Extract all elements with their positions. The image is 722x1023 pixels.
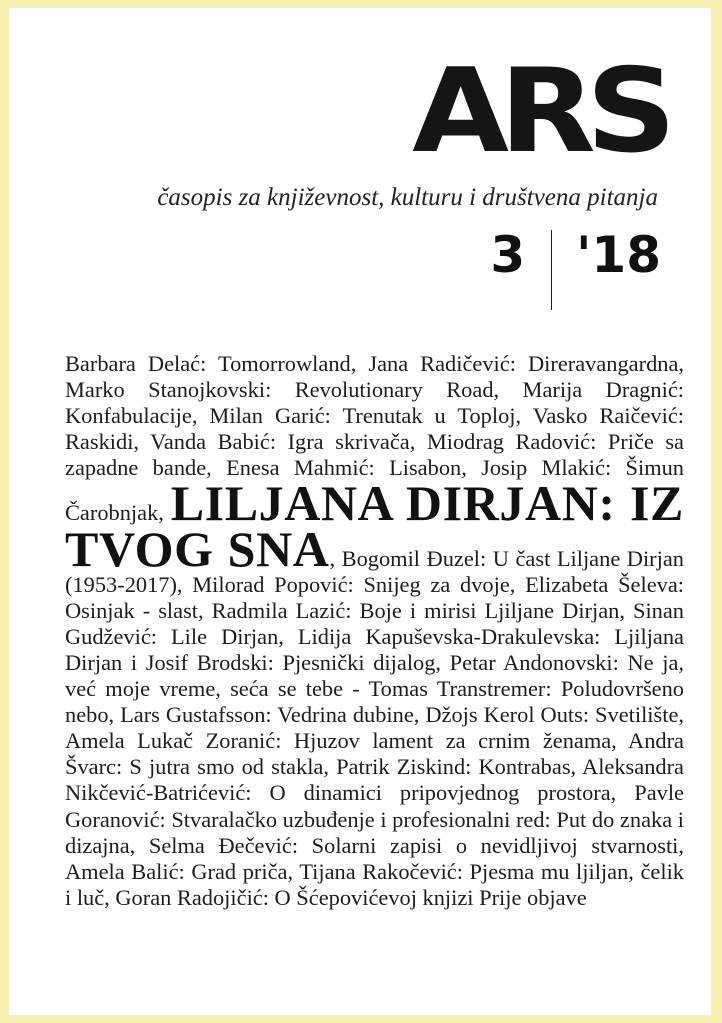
contents-lead: Barbara Delać: Tomorrowland, Jana Radičević: Direravangardna, Marko Stanojkovski: Revolutionary Road, Marija Dragnić: Konfabulacije, Milan Garić: Trenutak u Toploj, Vasko Raičević: Raskidi, Vanda Babić: Igra skrivača, Miodrag Radović: Priče sa zapadne bande, Enesa Mahmić: Lisabon, Josip Mlakić: Šimun Čarobnjak, xyxy=(65,351,684,526)
contents-rest: , Bogomil Đuzel: U čast Liljane Dirjan (1953-2017), Milorad Popović: Snijeg za dvoje, Elizabeta Šeleva: Osinjak - slast, Radmila Lazić: Boje i mirisi Ljiljane Dirjan, Sinan Gudžević: Lile Dirjan, Lidija Kapuševska-Drakulevska: Ljiljana Dirjan i Josif Brodski: Pjesnički dijalog, Petar Andonovski: Ne ja, već moje vreme, seća se tebe - Tomas Transtremer: Poludovršeno nebo, Lars Gustafsson: Vedrina dubine, Džojs Kerol Outs: Svetilište, Amela Lukač Zoranić: Hjuzov lament za crnim ženama, Andra Švarc: S jutra smo od stakla, Patrik Ziskind: Kontrabas, Aleksandra Nikčević-Batrićević: O dinamici pripovjednog prostora, Pavle Goranović: Stvaralačko uzbuđenje i profesionalni red: Put do znaka i dizajna, Selma Đečević: Solarni zapisi o nevidljivoj stvarnosti, Amela Balić: Grad priča, Tijana Rakočević: Pjesma mu ljiljan, čelik i luč, Goran Radojičić: O Šćepovićevoj knjizi Prije objave xyxy=(65,545,684,910)
featured-headline: LILJANA DIRJAN: IZ TVOG SNA xyxy=(65,475,684,577)
magazine-subtitle: časopis za književnost, kulturu i društvena pitanja xyxy=(157,184,658,211)
magazine-logo: ARS xyxy=(412,44,667,179)
magazine-cover xyxy=(9,8,711,1015)
issue-marker xyxy=(490,226,661,310)
issue-year: '18 xyxy=(576,226,661,284)
issue-number: 3 xyxy=(490,226,526,284)
issue-divider xyxy=(551,230,552,310)
table-of-contents xyxy=(65,351,684,911)
